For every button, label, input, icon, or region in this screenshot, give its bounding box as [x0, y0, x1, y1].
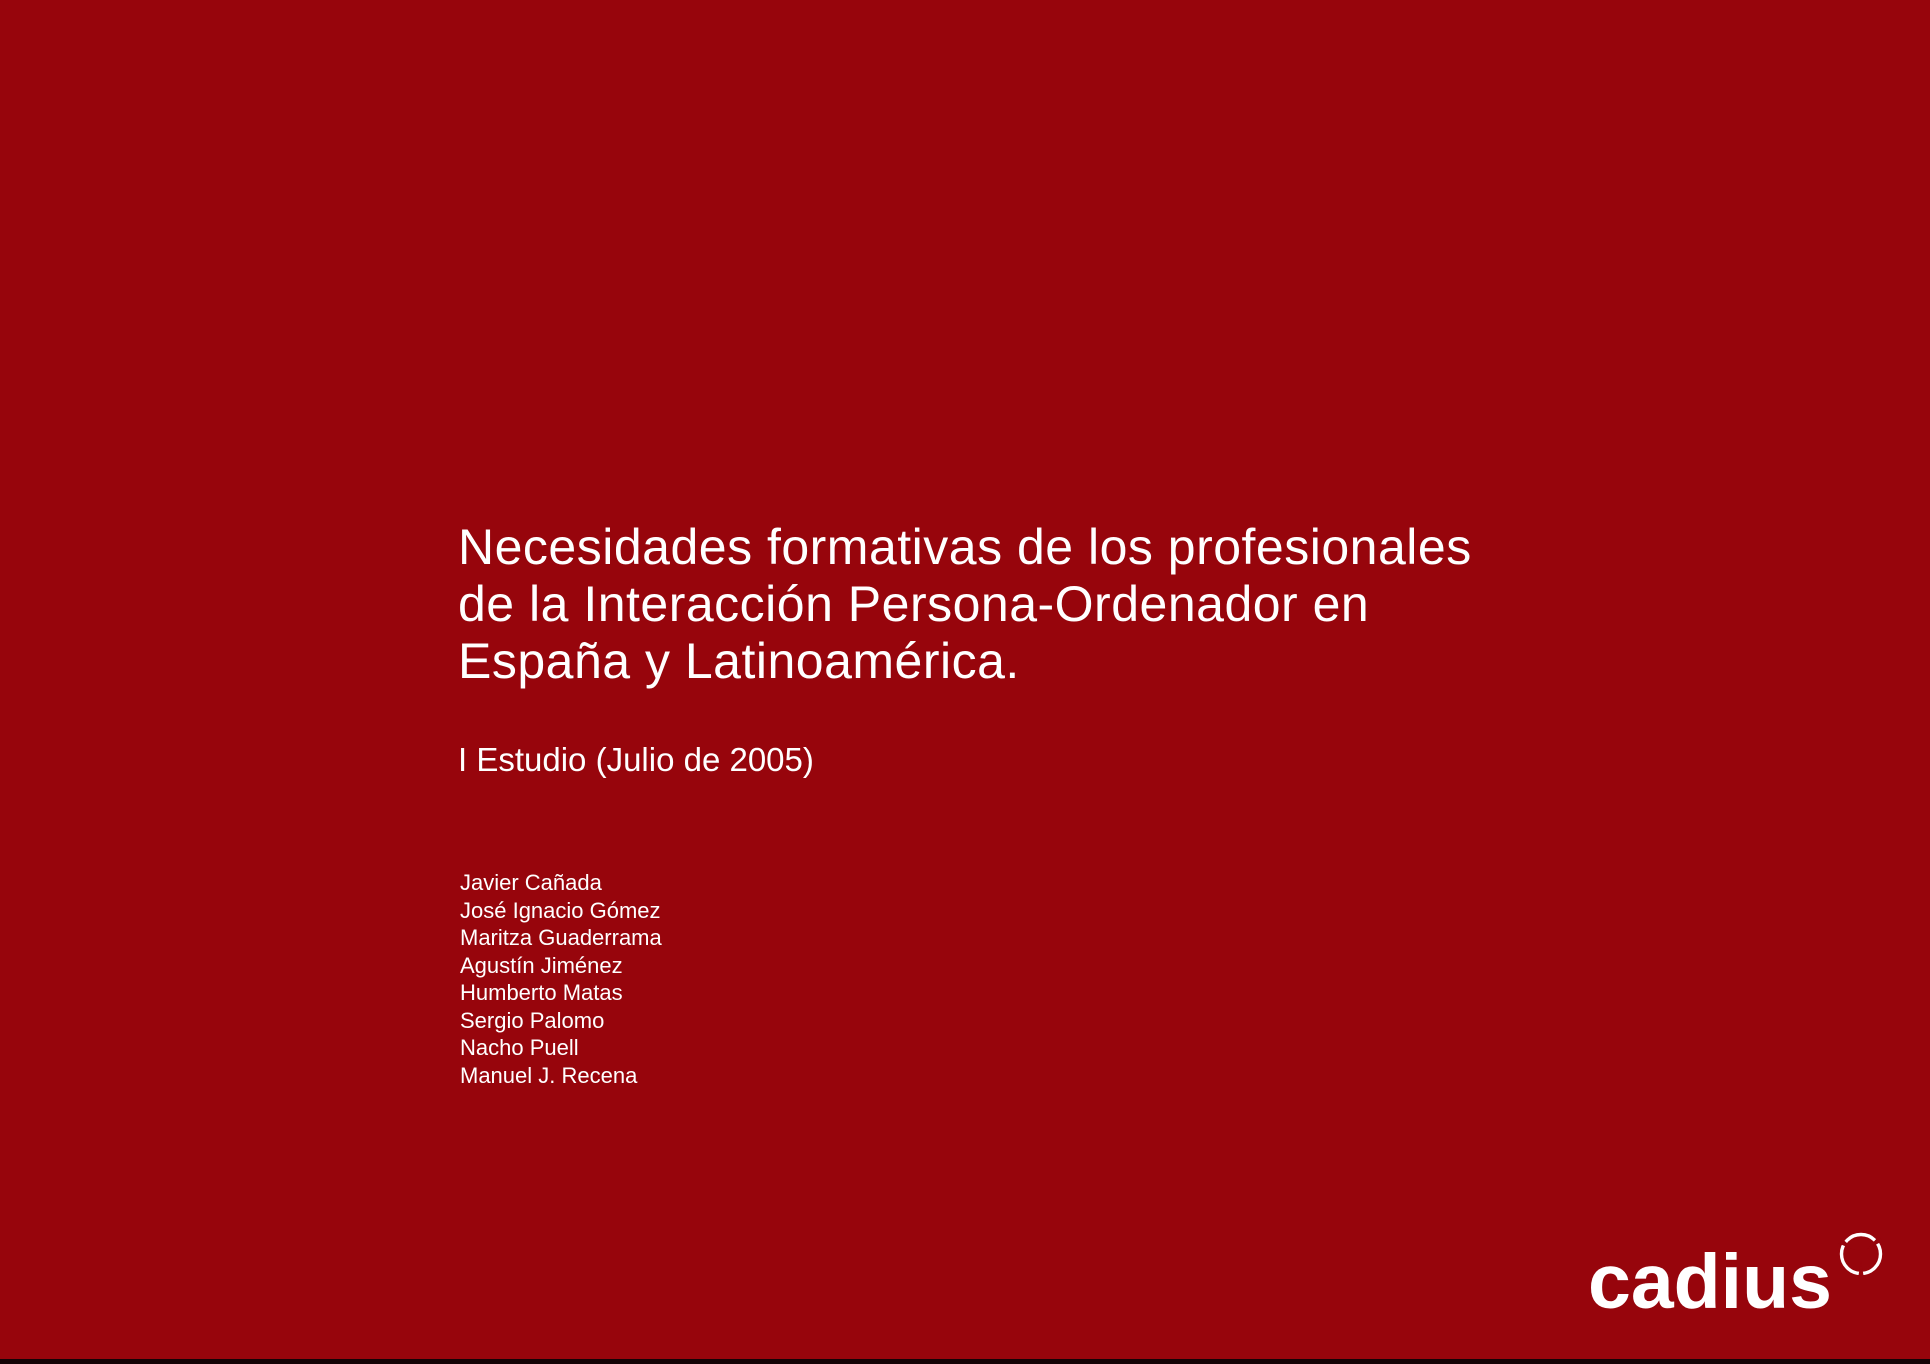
- authors-list: [460, 869, 662, 1089]
- author-name: José Ignacio Gómez: [460, 897, 661, 923]
- cotton-flower-icon: [1838, 1231, 1884, 1277]
- slide-subtitle: I Estudio (Julio de 2005): [458, 741, 814, 778]
- title-line: Necesidades formativas de los profesionales: [458, 519, 1472, 575]
- title-line: España y Latinoamérica.: [458, 633, 1020, 689]
- cadius-logo: [1588, 1231, 1884, 1325]
- author-name: Nacho Puell: [460, 1035, 579, 1060]
- author-name: Agustín Jiménez: [460, 952, 623, 978]
- author-name: Javier Cañada: [460, 870, 602, 895]
- author-name: Sergio Palomo: [460, 1007, 605, 1033]
- author-name: Maritza Guaderrama: [460, 925, 662, 950]
- author-name: Manuel J. Recena: [460, 1062, 638, 1088]
- bottom-edge-bar: [0, 1359, 1930, 1364]
- cadius-logo-text: cadius: [1588, 1239, 1832, 1325]
- slide-title: [458, 519, 1472, 690]
- title-line: de la Interacción Persona-Ordenador en: [458, 576, 1370, 632]
- author-name: Humberto Matas: [460, 980, 623, 1005]
